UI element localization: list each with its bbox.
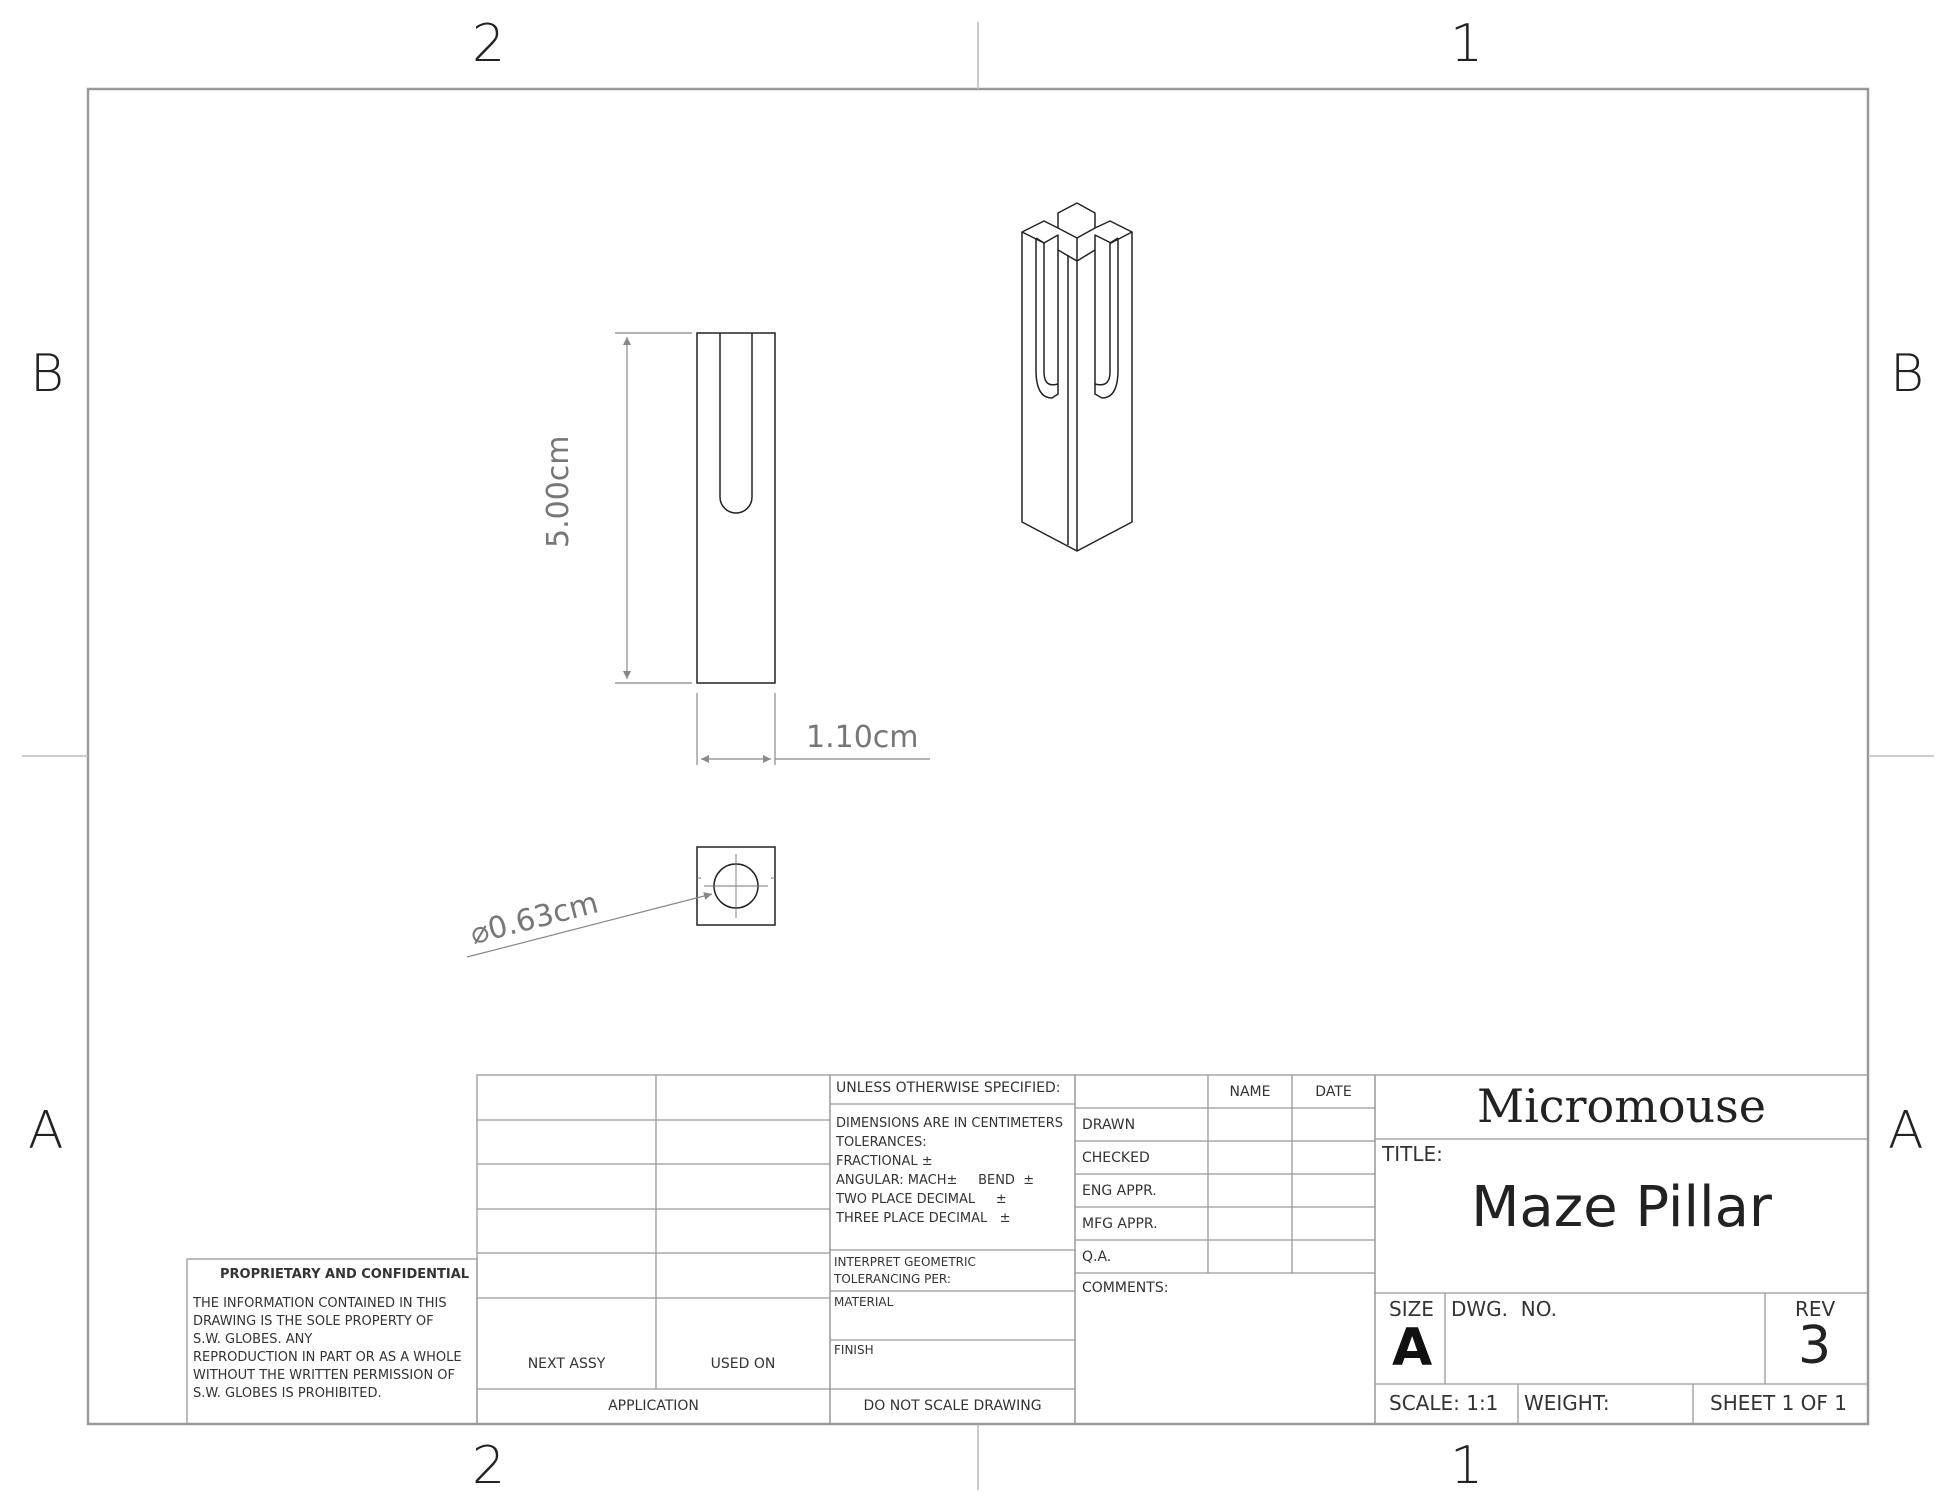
size-label: SIZE [1389,1297,1434,1321]
top-view-centerlines [697,854,775,918]
tolerance-line: TWO PLACE DECIMAL ± [836,1192,1007,1207]
comments-label: COMMENTS: [1082,1280,1169,1296]
isometric-view [1022,203,1132,551]
interpret-line: TOLERANCING PER: [834,1272,951,1286]
proprietary-line: S.W. GLOBES IS PROHIBITED. [193,1386,382,1401]
finish-label: FINISH [834,1343,874,1357]
proprietary-heading: PROPRIETARY AND CONFIDENTIAL [220,1267,470,1282]
rev-label: REV [1795,1297,1836,1321]
scale-label: SCALE: 1:1 [1389,1391,1499,1415]
rev-value: 3 [1798,1316,1832,1376]
signoff-checked: CHECKED [1082,1150,1150,1166]
proprietary-line: WITHOUT THE WRITTEN PERMISSION OF [193,1368,456,1383]
weight-label: WEIGHT: [1524,1391,1610,1415]
tolerance-line: DIMENSIONS ARE IN CENTIMETERS [836,1116,1064,1131]
signoff-mfg-appr: MFG APPR. [1082,1216,1158,1232]
height-dimension-label: 5.00cm [541,435,576,548]
tolerance-line: THREE PLACE DECIMAL ± [836,1211,1011,1226]
tolerance-line: FRACTIONAL ± [836,1154,933,1169]
used-on-label: USED ON [710,1356,776,1372]
zone-top-1: 1 [1450,14,1484,74]
proprietary-line: S.W. GLOBES. ANY [193,1332,313,1347]
date-header: DATE [1315,1084,1352,1100]
front-view [697,333,775,683]
height-dimension [615,333,692,683]
application-label: APPLICATION [608,1398,699,1414]
tolerance-line: ANGULAR: MACH± BEND ± [836,1173,1035,1188]
zone-right-a: A [1888,1101,1924,1161]
zone-top-2: 2 [472,14,506,74]
proprietary-text [193,1295,473,1403]
diameter-dimension-label: ⌀0.63cm [466,885,602,952]
company-name: Micromouse [1476,1079,1767,1133]
next-assy-label: NEXT ASSY [527,1356,606,1372]
proprietary-line: DRAWING IS THE SOLE PROPERTY OF [193,1314,434,1329]
zone-bottom-2: 2 [472,1436,506,1496]
zone-right-b: B [1890,344,1925,404]
size-value: A [1392,1318,1433,1378]
material-label: MATERIAL [834,1295,894,1309]
proprietary-line: REPRODUCTION IN PART OR AS A WHOLE [193,1350,462,1365]
drawing-title: Maze Pillar [1471,1175,1772,1240]
signoff-eng-appr: ENG APPR. [1082,1183,1157,1199]
interpret-line: INTERPRET GEOMETRIC [834,1255,976,1269]
zone-left-a: A [28,1101,64,1161]
signoff-drawn: DRAWN [1082,1117,1136,1133]
width-dimension-label: 1.10cm [806,720,919,755]
sheet-label: SHEET 1 OF 1 [1710,1391,1847,1415]
name-header: NAME [1229,1084,1271,1100]
tolerance-line: TOLERANCES: [836,1135,927,1150]
dwg-no-label: DWG. NO. [1451,1297,1557,1321]
title-label: TITLE: [1382,1142,1443,1166]
proprietary-line: THE INFORMATION CONTAINED IN THIS [193,1296,447,1311]
zone-left-b: B [30,344,65,404]
zone-bottom-1: 1 [1450,1436,1484,1496]
unless-specified: UNLESS OTHERWISE SPECIFIED: [836,1080,1061,1096]
signoff-qa: Q.A. [1082,1249,1112,1265]
do-not-scale: DO NOT SCALE DRAWING [863,1398,1042,1414]
